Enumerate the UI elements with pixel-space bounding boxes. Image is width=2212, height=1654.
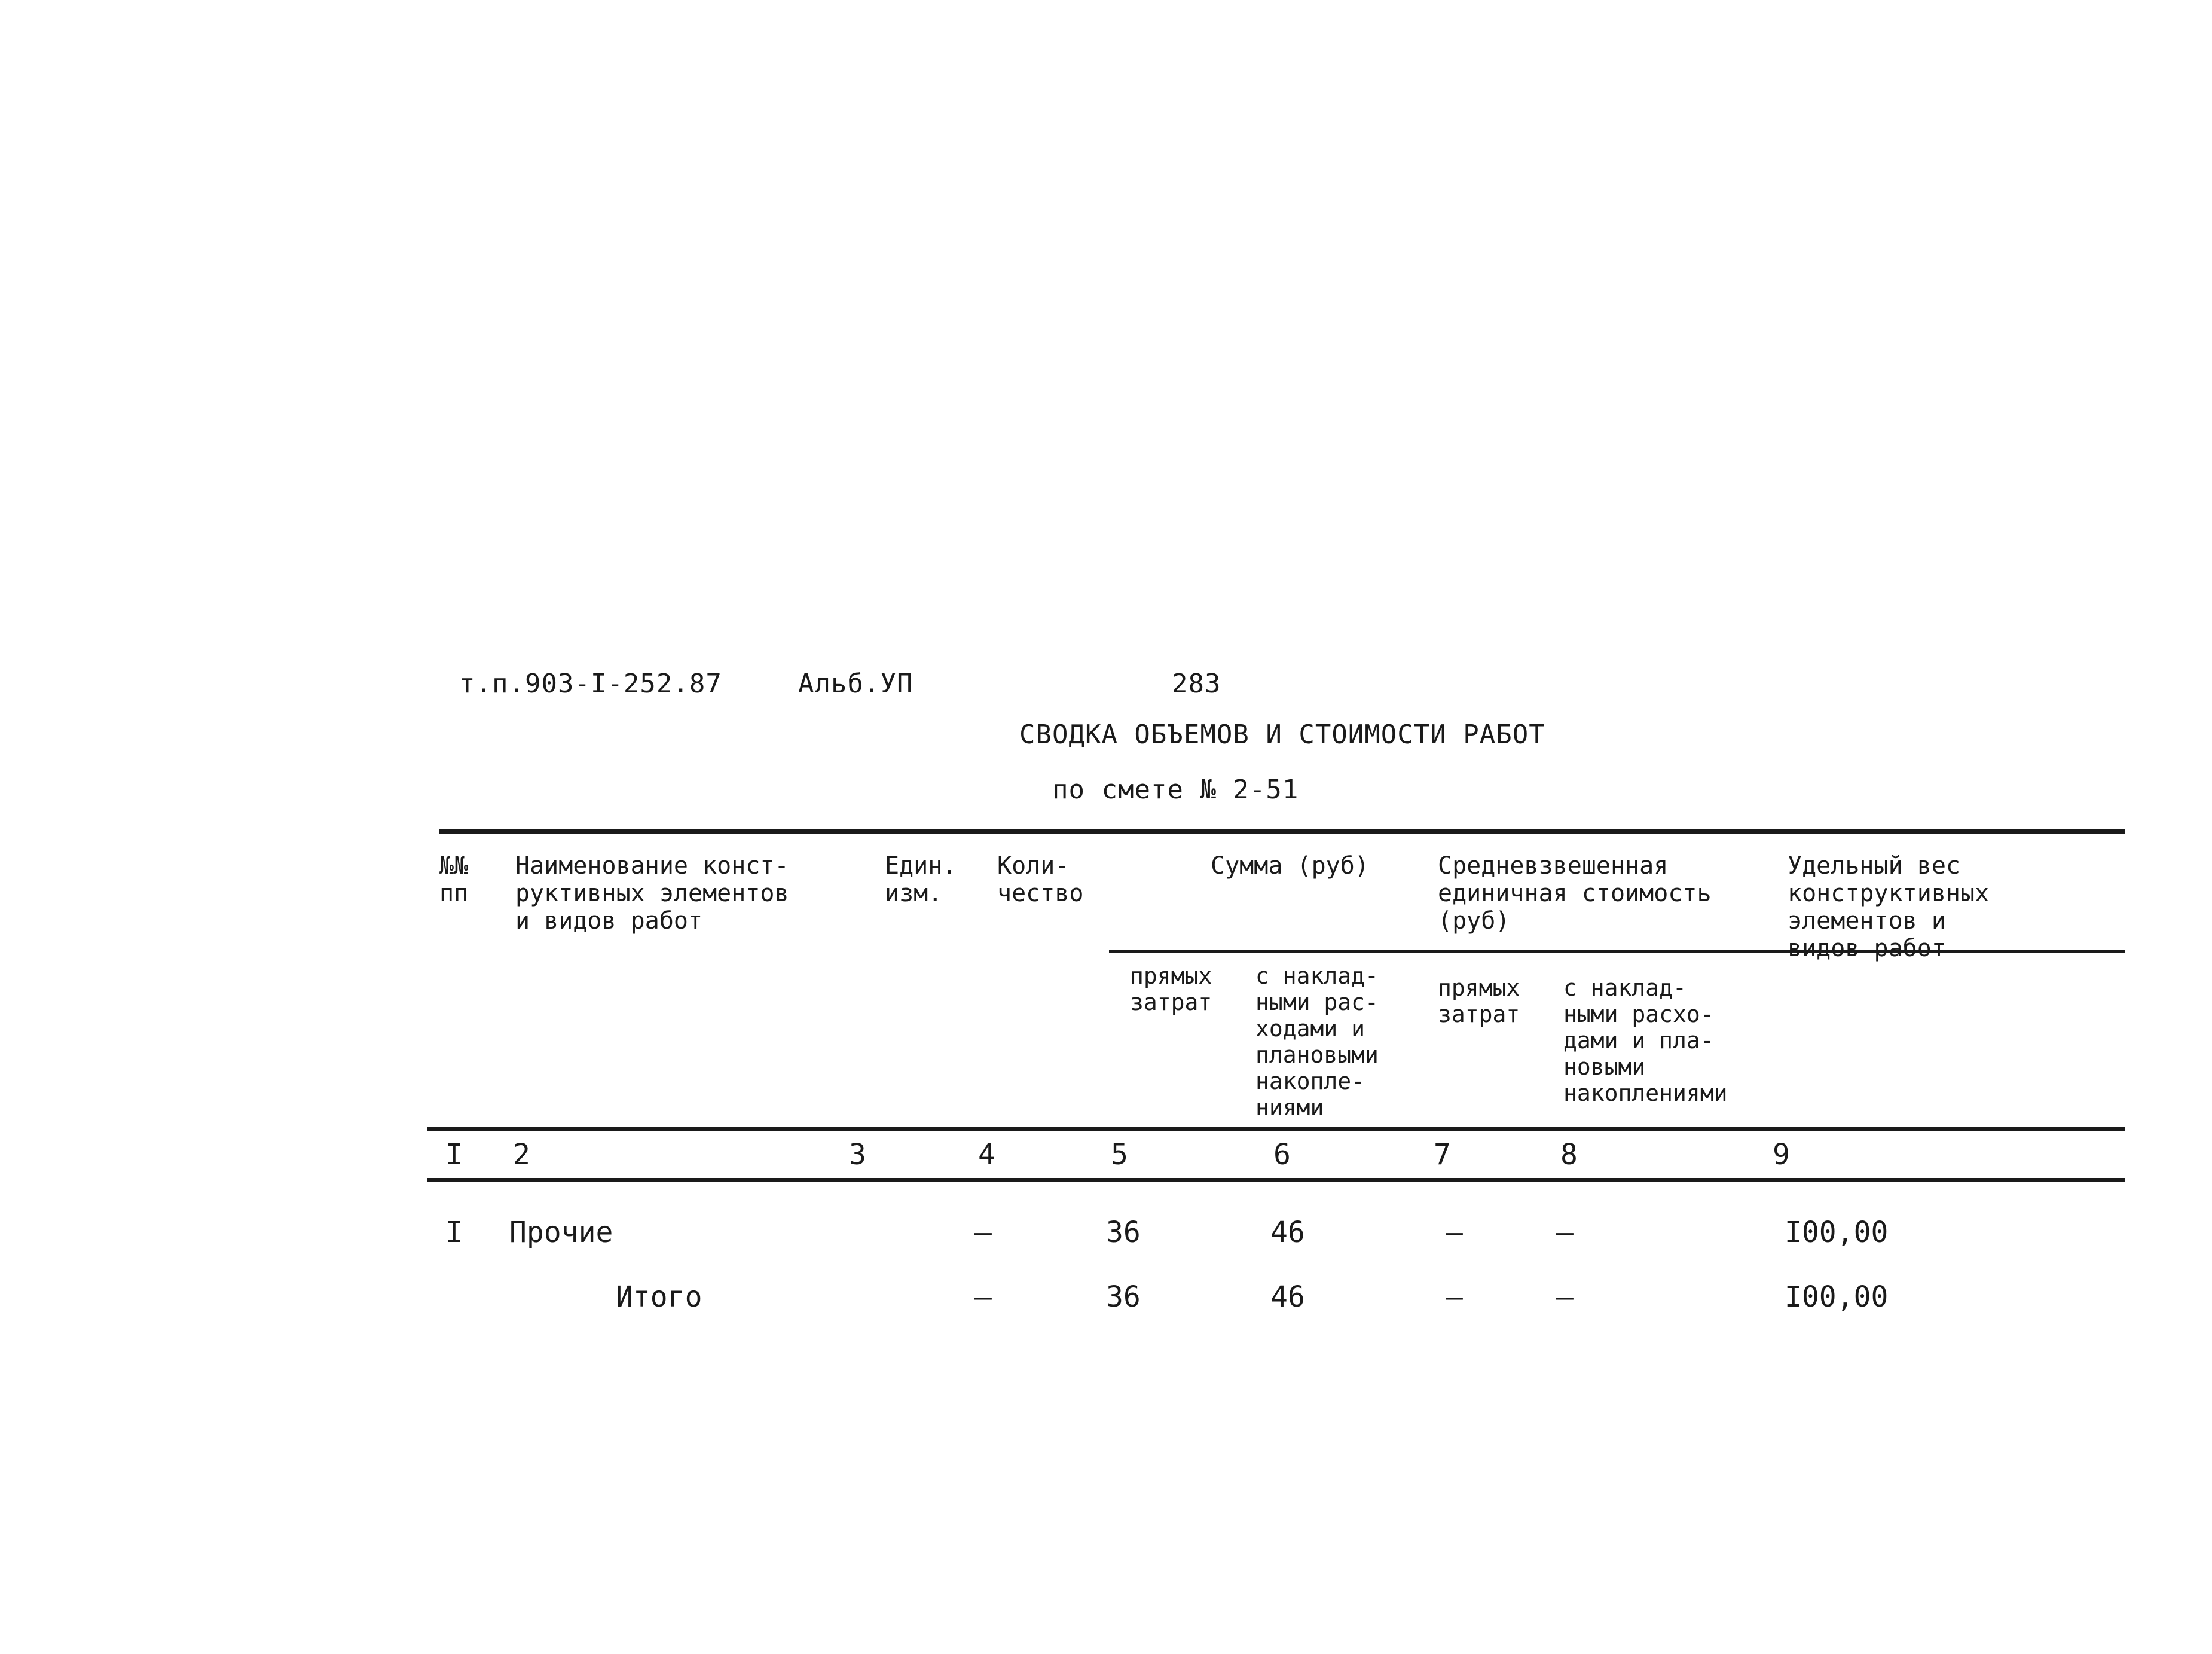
col-header-unit: Един. изм. <box>885 852 957 907</box>
total-overhead-sum: 46 <box>1270 1280 1305 1314</box>
col-number-5: 5 <box>1111 1138 1128 1171</box>
document-code: т.п.903-I-252.87 <box>459 669 722 699</box>
col-header-avg-direct: прямых затрат <box>1438 975 1520 1027</box>
col-header-name: Наименование конст- руктивных элементов и видов работ <box>515 852 789 935</box>
header-bottom-rule <box>427 1127 2125 1131</box>
col-number-2: 2 <box>513 1138 530 1171</box>
page-number: 283 <box>1172 669 1221 699</box>
row-number: I <box>445 1216 463 1249</box>
total-quantity: – <box>974 1280 992 1314</box>
col-header-sum-direct: прямых затрат <box>1130 963 1212 1015</box>
col-number-1: I <box>445 1138 463 1171</box>
col-number-3: 3 <box>849 1138 866 1171</box>
page-subtitle: по смете № 2-51 <box>1052 774 1299 805</box>
album-label: Альб.УП <box>798 669 913 699</box>
total-direct-sum: 36 <box>1106 1280 1141 1314</box>
col-number-9: 9 <box>1773 1138 1790 1171</box>
col-number-4: 4 <box>978 1138 995 1171</box>
col-header-sum: Сумма (руб) <box>1211 852 1369 880</box>
col-number-7: 7 <box>1434 1138 1451 1171</box>
row-avg-overhead: – <box>1556 1216 1574 1249</box>
column-numbers-bottom-rule <box>427 1178 2125 1182</box>
row-direct-sum: 36 <box>1106 1216 1141 1249</box>
col-header-sum-overhead: с наклад- ными рас- ходами и плановыми накопле- ниями <box>1255 963 1379 1121</box>
col-header-avg-overhead: с наклад- ными расхо- дами и пла- новыми накоплениями <box>1563 975 1728 1106</box>
table-top-rule <box>439 829 2125 834</box>
row-avg-direct: – <box>1446 1216 1463 1249</box>
page-title: СВОДКА ОБЪЕМОВ И СТОИМОСТИ РАБОТ <box>1019 719 1545 750</box>
col-header-number: №№ пп <box>439 852 469 907</box>
col-header-weighted-cost: Средневзвешенная единичная стоимость (руб) <box>1438 852 1712 935</box>
col-number-6: 6 <box>1273 1138 1291 1171</box>
total-avg-direct: – <box>1446 1280 1463 1314</box>
total-avg-overhead: – <box>1556 1280 1574 1314</box>
col-number-8: 8 <box>1560 1138 1578 1171</box>
row-quantity: – <box>974 1216 992 1249</box>
total-label: Итого <box>616 1280 702 1314</box>
col-header-share: Удельный вес конструктивных элементов и видов работ <box>1788 852 1990 962</box>
row-share: I00,00 <box>1785 1216 1889 1249</box>
col-header-quantity: Коли- чество <box>997 852 1084 907</box>
row-overhead-sum: 46 <box>1270 1216 1305 1249</box>
total-share: I00,00 <box>1785 1280 1889 1314</box>
row-name: Прочие <box>509 1216 613 1249</box>
